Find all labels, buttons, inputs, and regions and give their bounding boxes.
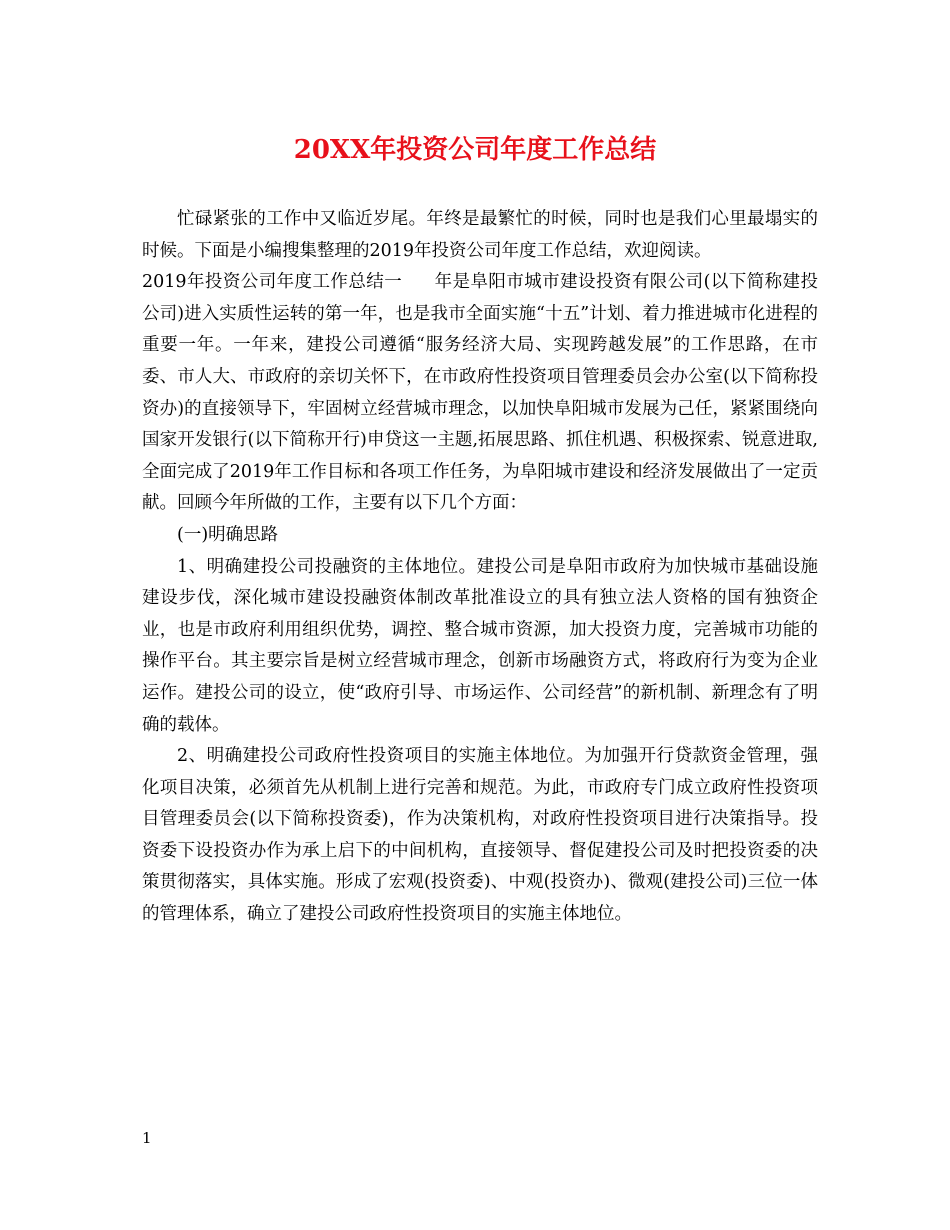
- document-body: [142, 204, 818, 931]
- page-number: 1: [142, 1129, 152, 1147]
- list-item-1: 1、明确建投公司投融资的主体地位。建投公司是阜阳市政府为加快城市基础设施建设步伐，深化城市建设投融资体制改革批准设立的具有独立法人资格的国有独资企业，也是市政府利用组织优势，调控、整合城市资源，加大投资力度，完善城市功能的操作平台。其主要宗旨是树立经营城市理念，创新市场融资方式，将政府行为变为企业运作。建投公司的设立，使“政府引导、市场运作、公司经营”的新机制、新理念有了明确的载体。: [142, 556, 818, 735]
- paragraph-1: [142, 267, 818, 520]
- intro-paragraph: 忙碌紧张的工作中又临近岁尾。年终是最繁忙的时候，同时也是我们心里最塌实的时候。下面是小编搜集整理的2019年投资公司年度工作总结，欢迎阅读。: [142, 209, 818, 261]
- section-heading-inline: 2019年投资公司年度工作总结一: [142, 272, 403, 293]
- subheading: (一)明确思路: [177, 524, 279, 545]
- list-item-2: 2、明确建投公司政府性投资项目的实施主体地位。为加强开行贷款资金管理，强化项目决策，必须首先从机制上进行完善和规范。为此，市政府专门成立政府性投资项目管理委员会(以下简称投资委)，作为决策机构，对政府性投资项目进行决策指导。投资委下设投资办作为承上启下的中间机构，直接领导、督促建投公司及时把投资委的决策贯彻落实，具体实施。形成了宏观(投资委)、中观(投资办)、微观(建投公司)三位一体的管理体系，确立了建投公司政府性投资项目的实施主体地位。: [142, 746, 818, 925]
- document-title: 20XX年投资公司年度工作总结: [293, 135, 657, 165]
- paragraph-1-text: 年是阜阳市城市建设投资有限公司(以下简称建投公司)进入实质性运转的第一年，也是我市全面实施“十五”计划、着力推进城市化进程的重要一年。一年来，建投公司遵循“服务经济大局、实现跨越发展”的工作思路，在市委、市人大、市政府的亲切关怀下，在市政府性投资项目管理委员会办公室(以下简称投资办)的直接领导下，牢固树立经营城市理念，以加快阜阳城市发展为己任，紧紧围绕向国家开发银行(以下简称开行)申贷这一主题,拓展思路、抓住机遇、积极探索、锐意进取,全面完成了2019年工作目标和各项工作任务，为阜阳城市建设和经济发展做出了一定贡献。回顾今年所做的工作，主要有以下几个方面：: [142, 272, 818, 514]
